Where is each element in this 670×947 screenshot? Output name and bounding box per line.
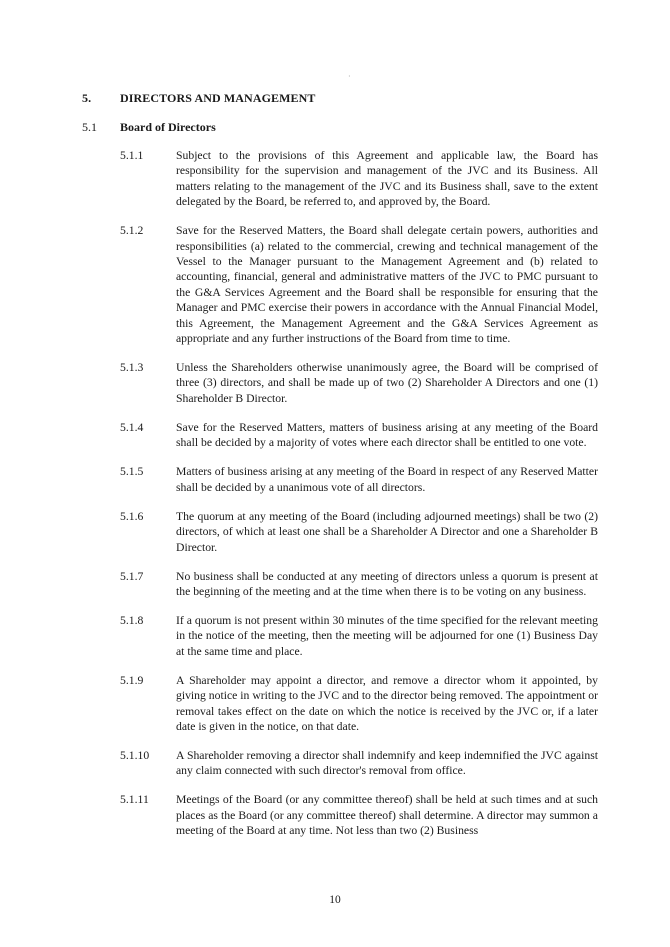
clause-5-1-3 [120, 360, 598, 406]
page-number: 10 [329, 894, 341, 906]
clause-number: 5.1.1 [120, 149, 144, 162]
subsection-number: 5.1 [82, 120, 97, 134]
clause-number: 5.1.11 [120, 793, 149, 807]
clause-list [120, 148, 598, 852]
clause-number: 5.1.9 [120, 673, 144, 687]
clause-number: 5.1.2 [120, 224, 144, 238]
clause-5-1-7 [120, 569, 598, 600]
clause-text: Subject to the provisions of this Agreement and applicable law, the Board has responsibility for the supervision and management of the JVC and its Business. All matters relating to the management of the JVC and its Business shall, save to the extent delegated by the Board, be referred to, and approved by, the Board. [176, 149, 598, 209]
clause-number: 5.1.7 [120, 569, 144, 583]
clause-text: Meetings of the Board (or any committee thereof) shall be held at such times and at such places as the Board (or any committee thereof) shall determine. A director may summon a meeting of the Board at any time. Not less than two (2) Business [176, 793, 598, 838]
clause-text: Matters of business arising at any meeting of the Board in respect of any Reserved Matter shall be decided by a unanimous vote of all directors. [176, 465, 598, 494]
section-title: DIRECTORS AND MANAGEMENT [120, 91, 316, 105]
clause-number: 5.1.10 [120, 748, 150, 762]
clause-text: Unless the Shareholders otherwise unanimously agree, the Board will be comprised of three (3) directors, and shall be made up of two (2) Shareholder A Directors and one (1) Shareholder B Director. [176, 361, 598, 405]
clause-number: 5.1.8 [120, 613, 144, 627]
clause-5-1-4 [120, 420, 598, 451]
clause-text: Save for the Reserved Matters, the Board shall delegate certain powers, authorities and responsibilities (a) related to the commercial, crewing and technical management of the Vessel to the Manager pursuant to the Management Agreement and (b) related to accounting, financial, general and administrative matters of the JVC to PMC pursuant to the G&A Services Agreement and the Board shall be responsible for ensuring that the Manager and PMC exercise their powers in accordance with the Annual Financial Model, this Agreement, the Management Agreement and the G&A Services Agreement as appropriate and any further instructions of the Board from time to time. [176, 224, 598, 346]
section-number: 5. [82, 91, 92, 105]
clause-5-1-6 [120, 509, 598, 555]
subsection-title: Board of Directors [120, 120, 216, 134]
clause-text: The quorum at any meeting of the Board (including adjourned meetings) shall be two (2) directors, of which at least one shall be a Shareholder A Director and one a Shareholder B Director. [176, 509, 598, 554]
clause-5-1-9 [120, 673, 598, 735]
clause-5-1-11 [120, 792, 598, 838]
clause-number: 5.1.4 [120, 420, 144, 434]
clause-5-1-5 [120, 464, 598, 495]
clause-5-1-2 [120, 223, 598, 346]
clause-5-1-8 [120, 613, 598, 659]
clause-5-1-1 [120, 148, 598, 210]
subsection-heading [82, 120, 216, 135]
clause-text: A Shareholder may appoint a director, and remove a director whom it appointed, by giving notice in writing to the JVC and to the director being removed. The appointment or removal takes effect on the date on which the notice is received by the JVC or, if a later date is given in the notice, on that date. [176, 673, 598, 733]
clause-number: 5.1.5 [120, 465, 144, 479]
clause-number: 5.1.6 [120, 509, 144, 523]
clause-number: 5.1.3 [120, 361, 144, 375]
clause-text: A Shareholder removing a director shall indemnify and keep indemnified the JVC against any claim connected with such director's removal from office. [176, 748, 598, 778]
scan-artifact-mark: · [348, 72, 351, 81]
section-heading [82, 91, 316, 106]
clause-text: Save for the Reserved Matters, matters of business arising at any meeting of the Board shall be decided by a majority of votes where each director shall be entitled to one vote. [176, 420, 598, 450]
clause-text: If a quorum is not present within 30 minutes of the time specified for the relevant meeting in the notice of the meeting, then the meeting will be adjourned for one (1) Business Day at the same time and place. [176, 613, 598, 658]
clause-5-1-10 [120, 748, 598, 779]
clause-text: No business shall be conducted at any meeting of directors unless a quorum is present at the beginning of the meeting and at the time when there is to be voting on any business. [176, 569, 598, 598]
